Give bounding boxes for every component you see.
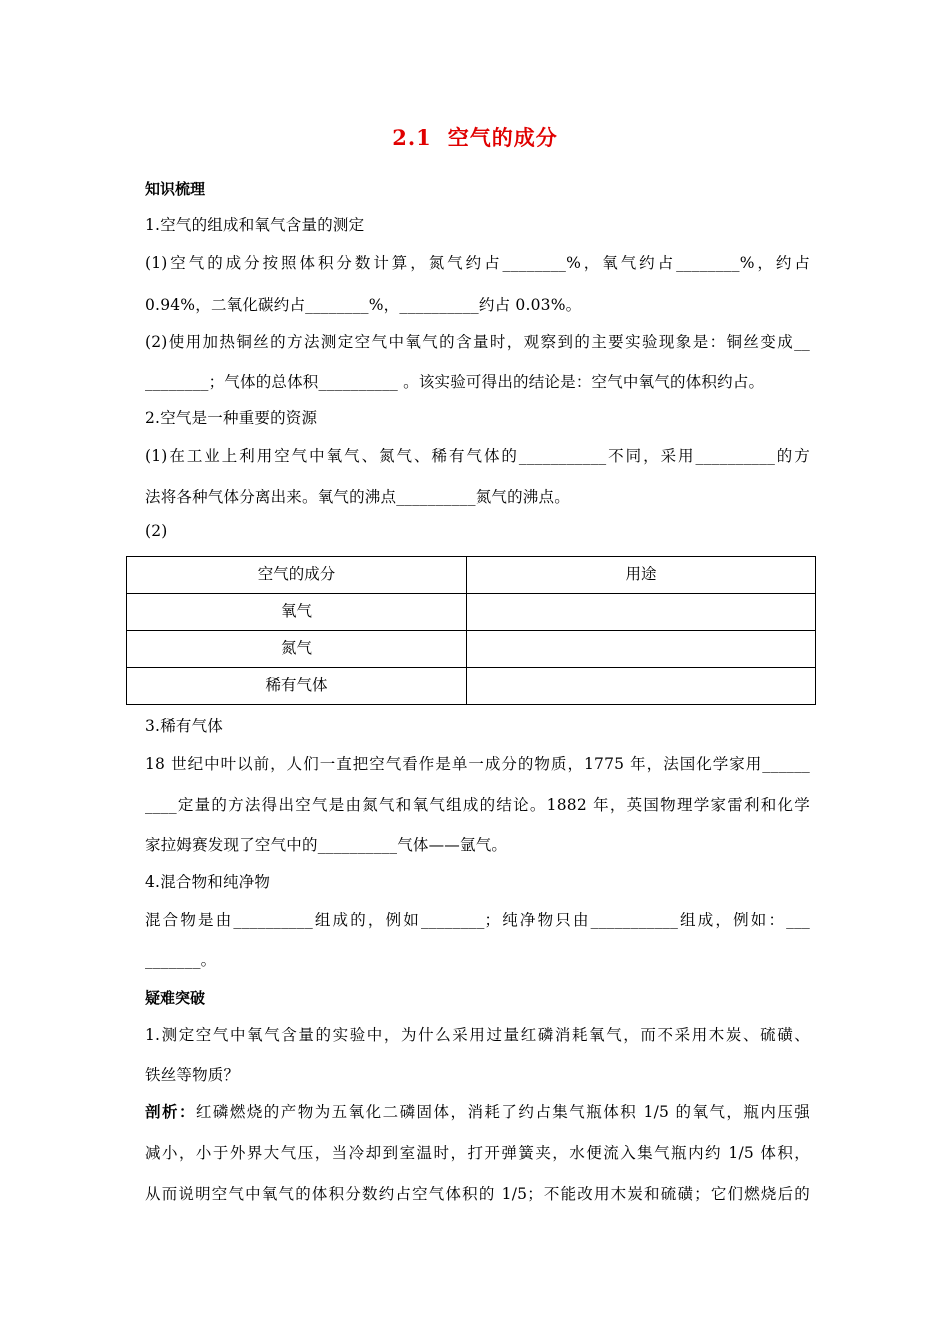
question1-line2: 铁丝等物质？ bbox=[145, 1066, 240, 1084]
item1-title: 1.空气的组成和氧气含量的测定 bbox=[145, 216, 365, 234]
table-row bbox=[127, 668, 816, 705]
item3-line1: 18 世纪中叶以前，人们一直把空气看作是单一成分的物质，1775 年，法国化学家用______ bbox=[145, 755, 810, 773]
item2-paragraph1-line2: 法将各种气体分离出来。氧气的沸点__________氮气的沸点。 bbox=[145, 488, 570, 506]
item4-line1: 混合物是由__________组成的，例如________；纯净物只由___________组成，例如：___ bbox=[145, 911, 810, 929]
table-cell: 氮气 bbox=[127, 631, 467, 668]
title-number: 2.1 bbox=[392, 125, 432, 150]
item2-title: 2.空气是一种重要的资源 bbox=[145, 409, 318, 427]
analysis-line2: 减小，小于外界大气压，当冷却到室温时，打开弹簧夹，水便流入集气瓶内约 1/5 体积， bbox=[145, 1144, 810, 1162]
analysis-line3: 从而说明空气中氧气的体积分数约占空气体积的 1/5；不能改用木炭和硫磺；它们燃烧后的 bbox=[145, 1185, 810, 1203]
item3-line3: 家拉姆赛发现了空气中的__________气体——氩气。 bbox=[145, 836, 508, 854]
item1-paragraph1-line2: 0.94%，二氧化碳约占________%，__________约占 0.03%。 bbox=[145, 296, 582, 314]
question1-line1: 1.测定空气中氧气含量的实验中，为什么采用过量红磷消耗氧气，而不采用木炭、硫磺、 bbox=[145, 1026, 810, 1044]
table-header-row bbox=[127, 557, 816, 594]
item1-paragraph2-line2: ________；气体的总体积__________ 。该实验可得出的结论是：空气中氧气的体积约占。 bbox=[145, 373, 765, 391]
section-heading-difficulty: 疑难突破 bbox=[145, 989, 206, 1007]
item4-line2: _______。 bbox=[145, 951, 217, 969]
item3-title: 3.稀有气体 bbox=[145, 717, 223, 735]
title-text: 空气的成分 bbox=[447, 125, 558, 150]
item4-title: 4.混合物和纯净物 bbox=[145, 873, 271, 891]
item2-paragraph2-label: (2) bbox=[145, 522, 168, 540]
table-cell bbox=[467, 594, 816, 631]
page-title bbox=[0, 122, 950, 152]
item1-paragraph2-line1: (2)使用加热铜丝的方法测定空气中氧气的含量时，观察到的主要实验现象是：铜丝变成__ bbox=[145, 333, 810, 351]
analysis-line1 bbox=[145, 1100, 810, 1122]
analysis-label: 剖析： bbox=[145, 1102, 196, 1121]
item2-paragraph1-line1: (1)在工业上利用空气中氧气、氮气、稀有气体的___________不同，采用__________的方 bbox=[145, 447, 810, 465]
item3-line2: ____定量的方法得出空气是由氮气和氧气组成的结论。1882 年，英国物理学家雷利和化学 bbox=[145, 796, 810, 814]
table-header-cell: 用途 bbox=[467, 557, 816, 594]
table-cell: 稀有气体 bbox=[127, 668, 467, 705]
table-header-cell: 空气的成分 bbox=[127, 557, 467, 594]
table-row bbox=[127, 594, 816, 631]
item1-paragraph1-line1: (1)空气的成分按照体积分数计算，氮气约占________%，氧气约占________%，约占 bbox=[145, 254, 810, 272]
analysis-text: 红磷燃烧的产物为五氧化二磷固体，消耗了约占集气瓶体积 1/5 的氧气，瓶内压强 bbox=[195, 1103, 810, 1121]
table-cell: 氧气 bbox=[127, 594, 467, 631]
air-uses-table bbox=[126, 556, 816, 705]
table-cell bbox=[467, 668, 816, 705]
table-row bbox=[127, 631, 816, 668]
table-cell bbox=[467, 631, 816, 668]
section-heading-knowledge: 知识梳理 bbox=[145, 180, 206, 198]
